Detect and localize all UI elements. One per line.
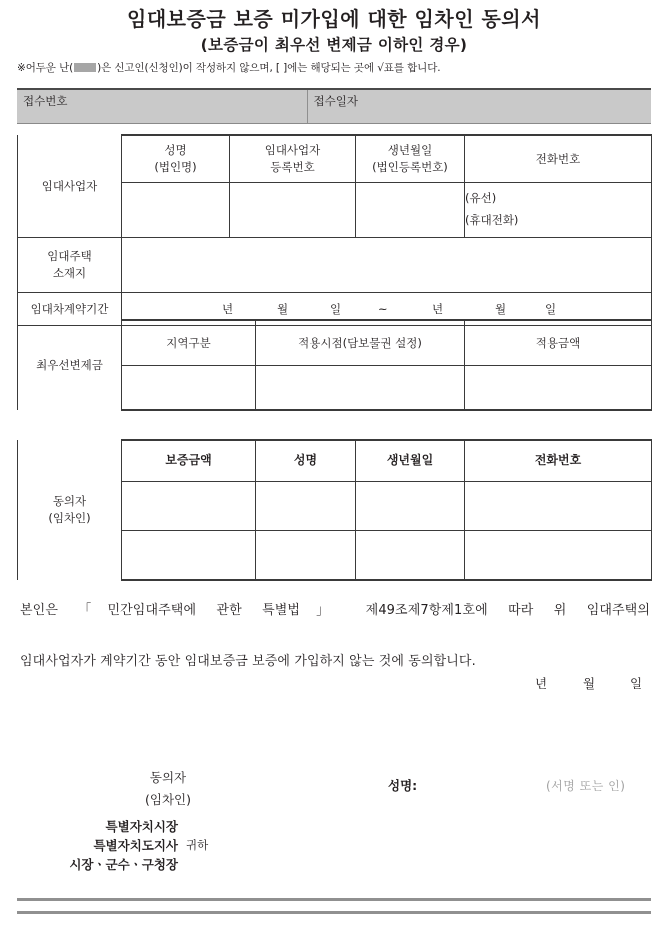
date-year-label: 년 bbox=[535, 676, 548, 691]
lease-period-label: 임대차계약기간 bbox=[18, 293, 122, 326]
consenter-table bbox=[17, 439, 652, 581]
lessor-name-header-line1: 성명 bbox=[164, 143, 187, 158]
priority-date-value[interactable] bbox=[256, 366, 465, 411]
lease-start-day: 일 bbox=[330, 302, 342, 316]
notice-text-after: )은 신고인(신청인)이 작성하지 않으며, [ ]에는 해당되는 곳에 √표를 합니다. bbox=[97, 62, 441, 74]
priority-amount-header: 적용금액 bbox=[465, 320, 652, 366]
signature-consenter-line1: 동의자 bbox=[149, 770, 187, 785]
signature-seal-hint: (서명 또는 인) bbox=[546, 779, 626, 793]
lessor-regno-header-line2: 등록번호 bbox=[270, 160, 315, 174]
lessor-regno-header bbox=[230, 135, 356, 183]
priority-row-label: 최우선변제금 bbox=[18, 320, 122, 410]
lease-end-year: 년 bbox=[432, 302, 444, 316]
lease-start-year: 년 bbox=[222, 302, 234, 316]
table-row bbox=[18, 440, 652, 482]
lease-period-tilde: ~ bbox=[378, 302, 388, 316]
receipt-number-cell bbox=[17, 89, 307, 124]
lessor-birth-header-line2: (법인등록번호) bbox=[372, 160, 448, 174]
addressee-line1: 특별자치시장 bbox=[105, 819, 178, 834]
lessor-regno-value[interactable] bbox=[230, 183, 356, 238]
consenter-birth-value[interactable] bbox=[356, 482, 465, 531]
lease-end-day: 일 bbox=[545, 302, 557, 316]
property-address-label-line1: 임대주택 bbox=[47, 249, 92, 264]
priority-amount-value[interactable] bbox=[465, 366, 652, 411]
table-row bbox=[18, 238, 652, 293]
lease-end-month: 월 bbox=[495, 302, 507, 316]
lessor-row-label: 임대사업자 bbox=[18, 135, 122, 238]
receipt-number-label: 접수번호 bbox=[23, 94, 68, 108]
lessor-name-value[interactable] bbox=[122, 183, 230, 238]
lessor-phone-landline-label: (유선) bbox=[465, 191, 497, 206]
lessor-name-header-line2: (법인명) bbox=[154, 160, 197, 174]
consenter-label-line1: 동의자 bbox=[52, 494, 87, 509]
table-row bbox=[17, 89, 651, 124]
footer-rule-bottom bbox=[17, 911, 651, 914]
signature-name-label: 성명: bbox=[388, 778, 418, 793]
consent-statement-line1: 본인은 「민간임대주택에 관한 특별법」 제49조제7항제1호에 따라 위 임대주택의 bbox=[20, 603, 650, 618]
lessor-info-table bbox=[17, 134, 652, 326]
addressee-line2: 특별자치도지사 bbox=[93, 837, 178, 853]
receipt-table bbox=[17, 88, 651, 124]
receipt-date-label: 접수일자 bbox=[313, 94, 358, 108]
lessor-phone-mobile-label: (휴대전화) bbox=[465, 213, 519, 227]
property-address-label-line2: 소재지 bbox=[52, 266, 87, 280]
form-notice bbox=[17, 60, 441, 75]
priority-region-header: 지역구분 bbox=[122, 320, 256, 366]
signature-consenter-line2: (임차인) bbox=[145, 791, 191, 807]
lessor-regno-header-line1: 임대사업자 bbox=[264, 143, 321, 158]
lessor-birth-header bbox=[356, 135, 465, 183]
consenter-birth-header: 생년월일 bbox=[356, 440, 465, 482]
lessor-phone-header: 전화번호 bbox=[465, 135, 652, 183]
date-month-label: 월 bbox=[583, 676, 596, 691]
priority-date-header: 적용시점(담보물권 설정) bbox=[256, 320, 465, 366]
footer-rule-top bbox=[17, 898, 651, 901]
consenter-row-label bbox=[18, 440, 122, 580]
consenter-deposit-header: 보증금액 bbox=[122, 440, 256, 482]
priority-repayment-table bbox=[17, 319, 652, 411]
dark-field-swatch bbox=[74, 63, 96, 72]
date-day-label: 일 bbox=[630, 676, 643, 691]
consenter-name-value[interactable] bbox=[256, 531, 356, 581]
consenter-phone-header: 전화번호 bbox=[465, 440, 652, 482]
consenter-birth-value[interactable] bbox=[356, 531, 465, 581]
page-title: 임대보증금 보증 미가입에 대한 임차인 동의서 bbox=[127, 7, 541, 31]
notice-text-before: ※어두운 난( bbox=[17, 62, 74, 74]
lease-start-month: 월 bbox=[277, 302, 289, 316]
consenter-name-header: 성명 bbox=[256, 440, 356, 482]
consenter-deposit-value[interactable] bbox=[122, 482, 256, 531]
table-row bbox=[18, 135, 652, 183]
title-block bbox=[0, 6, 668, 56]
addressee-block bbox=[0, 818, 178, 874]
signature-consenter-label bbox=[118, 767, 218, 811]
consenter-phone-value[interactable] bbox=[465, 531, 652, 581]
lessor-name-header bbox=[122, 135, 230, 183]
page-subtitle: (보증금이 최우선 변제금 이하인 경우) bbox=[200, 36, 468, 54]
signature-date-line bbox=[0, 674, 668, 694]
addressee-suffix: 귀하 bbox=[186, 838, 209, 852]
consenter-phone-value[interactable] bbox=[465, 482, 652, 531]
consent-statement bbox=[20, 598, 650, 674]
consenter-label-line2: (임차인) bbox=[48, 511, 91, 525]
lessor-phone-value[interactable] bbox=[465, 183, 652, 238]
priority-region-value[interactable] bbox=[122, 366, 256, 411]
lease-period-scale bbox=[122, 301, 651, 317]
consenter-name-value[interactable] bbox=[256, 482, 356, 531]
consenter-deposit-value[interactable] bbox=[122, 531, 256, 581]
addressee-line3: 시장ㆍ군수ㆍ구청장 bbox=[69, 856, 178, 872]
receipt-date-cell bbox=[307, 89, 651, 124]
table-row bbox=[18, 320, 652, 366]
lessor-birth-value[interactable] bbox=[356, 183, 465, 238]
lessor-birth-header-line1: 생년월일 bbox=[387, 143, 433, 158]
property-address-label bbox=[18, 238, 122, 293]
property-address-value[interactable] bbox=[122, 238, 652, 293]
consent-statement-line2: 임대사업자가 계약기간 동안 임대보증금 보증에 가입하지 않는 것에 동의합니다. bbox=[20, 653, 476, 669]
